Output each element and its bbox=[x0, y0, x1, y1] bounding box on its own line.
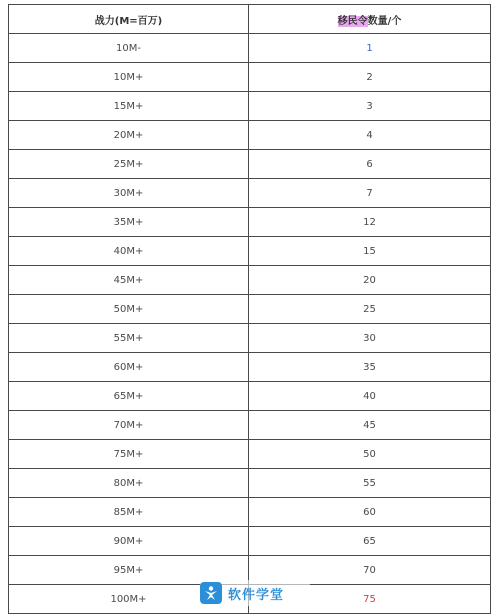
power-cell: 45M+ bbox=[9, 266, 249, 295]
header-count-highlight: 移民令 bbox=[337, 15, 368, 27]
power-token-table bbox=[8, 4, 491, 614]
power-cell: 100M+ bbox=[9, 585, 249, 614]
power-cell: 25M+ bbox=[9, 150, 249, 179]
power-cell: 60M+ bbox=[9, 353, 249, 382]
table-row bbox=[9, 179, 491, 208]
count-cell: 75 bbox=[249, 585, 491, 614]
power-cell: 30M+ bbox=[9, 179, 249, 208]
count-cell: 1 bbox=[249, 34, 491, 63]
table-row bbox=[9, 295, 491, 324]
table-row bbox=[9, 353, 491, 382]
table-header-row bbox=[9, 5, 491, 34]
table-row bbox=[9, 469, 491, 498]
power-cell: 95M+ bbox=[9, 556, 249, 585]
count-cell: 6 bbox=[249, 150, 491, 179]
power-cell: 20M+ bbox=[9, 121, 249, 150]
table-row bbox=[9, 92, 491, 121]
power-cell: 70M+ bbox=[9, 411, 249, 440]
count-cell: 45 bbox=[249, 411, 491, 440]
table-row bbox=[9, 150, 491, 179]
table-row bbox=[9, 34, 491, 63]
count-cell: 7 bbox=[249, 179, 491, 208]
count-cell: 65 bbox=[249, 527, 491, 556]
header-count bbox=[249, 5, 491, 34]
watermark-text: 软件学堂 bbox=[228, 587, 285, 603]
table-row bbox=[9, 527, 491, 556]
count-cell: 15 bbox=[249, 237, 491, 266]
table-row bbox=[9, 440, 491, 469]
table-row bbox=[9, 324, 491, 353]
count-cell: 35 bbox=[249, 353, 491, 382]
power-cell: 90M+ bbox=[9, 527, 249, 556]
count-cell: 55 bbox=[249, 469, 491, 498]
count-cell: 50 bbox=[249, 440, 491, 469]
power-cell: 55M+ bbox=[9, 324, 249, 353]
count-cell: 12 bbox=[249, 208, 491, 237]
power-cell: 10M- bbox=[9, 34, 249, 63]
count-cell: 25 bbox=[249, 295, 491, 324]
data-table-container bbox=[8, 4, 490, 614]
table-row bbox=[9, 498, 491, 527]
table-row bbox=[9, 411, 491, 440]
power-cell: 35M+ bbox=[9, 208, 249, 237]
table-body bbox=[9, 34, 491, 614]
header-power: 战力(M=百万) bbox=[9, 5, 249, 34]
count-cell: 2 bbox=[249, 63, 491, 92]
table-row bbox=[9, 208, 491, 237]
power-cell: 10M+ bbox=[9, 63, 249, 92]
power-cell: 15M+ bbox=[9, 92, 249, 121]
power-cell: 75M+ bbox=[9, 440, 249, 469]
power-cell: 50M+ bbox=[9, 295, 249, 324]
person-icon bbox=[200, 582, 222, 604]
table-row bbox=[9, 237, 491, 266]
count-cell: 30 bbox=[249, 324, 491, 353]
count-cell: 70 bbox=[249, 556, 491, 585]
power-cell: 65M+ bbox=[9, 382, 249, 411]
power-cell: 40M+ bbox=[9, 237, 249, 266]
count-cell: 40 bbox=[249, 382, 491, 411]
header-count-rest: 数量/个 bbox=[367, 15, 402, 27]
table-row bbox=[9, 63, 491, 92]
count-cell: 3 bbox=[249, 92, 491, 121]
table-row bbox=[9, 266, 491, 295]
watermark bbox=[200, 580, 310, 606]
table-row bbox=[9, 382, 491, 411]
table-row bbox=[9, 121, 491, 150]
count-cell: 20 bbox=[249, 266, 491, 295]
count-cell: 4 bbox=[249, 121, 491, 150]
power-cell: 85M+ bbox=[9, 498, 249, 527]
power-cell: 80M+ bbox=[9, 469, 249, 498]
count-cell: 60 bbox=[249, 498, 491, 527]
